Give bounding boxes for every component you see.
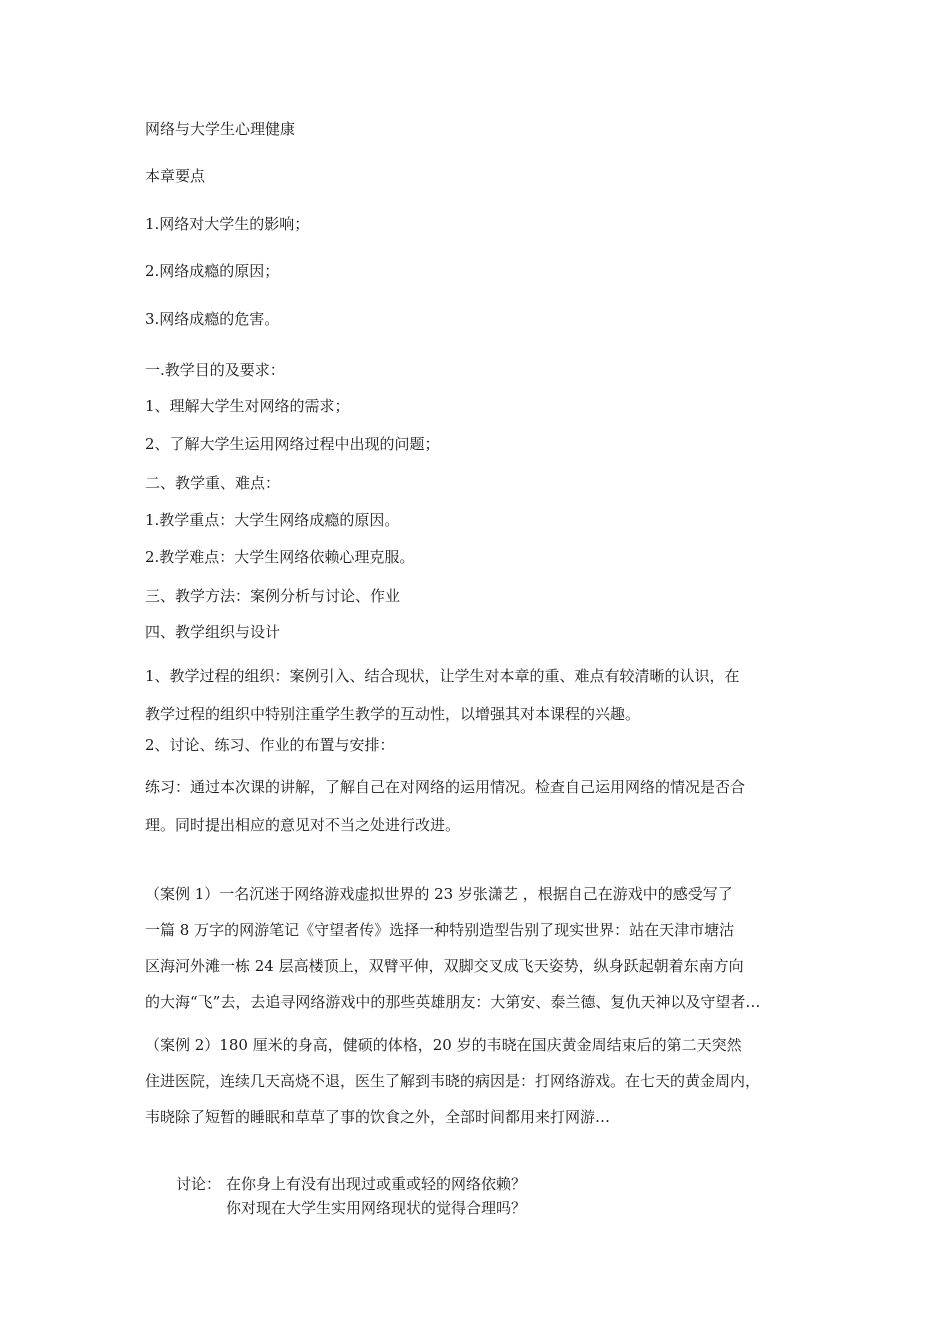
paragraph-line: 1、教学过程的组织：案例引入、结合现状，让学生对本章的重、难点有较清晰的认识，在 — [145, 667, 740, 685]
section-item: 1、理解大学生对网络的需求； — [145, 397, 350, 415]
discussion-label: 讨论： — [176, 1175, 222, 1193]
case-line: （案例 1）一名沉迷于网络游戏虚拟世界的 23 岁张潇艺 ，根据自己在游戏中的感受写了 — [145, 885, 733, 903]
key-point: 1.网络对大学生的影响； — [145, 215, 310, 233]
case-line: 一篇 8 万字的网游笔记《守望者传》选择一种特别造型告别了现实世界：站在天津市塘沽 — [145, 921, 735, 939]
case-line: （案例 2）180 厘米的身高，健硕的体格，20 岁的韦晓在国庆黄金周结束后的第二天突然 — [145, 1036, 742, 1054]
case-1 — [145, 876, 810, 1020]
chapter-heading: 本章要点 — [145, 167, 206, 185]
section-item: 2.教学难点：大学生网络依赖心理克服。 — [145, 548, 415, 566]
section-item: 1.教学重点：大学生网络成瘾的原因。 — [145, 511, 400, 529]
paragraph-line: 练习：通过本次课的讲解，了解自己在对网络的运用情况。检查自己运用网络的情况是否合 — [145, 778, 746, 796]
key-point: 3.网络成瘾的危害。 — [145, 310, 280, 328]
discussion-question: 你对现在大学生实用网络现状的觉得合理吗？ — [226, 1199, 527, 1217]
case-line: 区海河外滩一栋 24 层高楼顶上，双臂平伸，双脚交叉成飞天姿势，纵身跃起朝着东南方向 — [145, 957, 744, 975]
section-item: 2、讨论、练习、作业的布置与安排： — [145, 736, 395, 754]
case-line: 的大海“飞”去，去追寻网络游戏中的那些英雄朋友：大第安、泰兰德、复仇天神以及守望者… — [145, 993, 761, 1011]
paragraph-line: 理。同时提出相应的意见对不当之处进行改进。 — [145, 816, 461, 834]
paragraph-line: 教学过程的组织中特别注重学生教学的互动性，以增强其对本课程的兴趣。 — [145, 705, 641, 723]
section-heading: 三、教学方法：案例分析与讨论、作业 — [145, 587, 401, 605]
section-heading: 四、教学组织与设计 — [145, 623, 281, 641]
paragraph-organization — [145, 657, 810, 733]
document-title: 网络与大学生心理健康 — [145, 120, 296, 138]
section-heading: 二、教学重、难点： — [145, 474, 281, 492]
paragraph-exercise — [145, 768, 810, 844]
case-line: 韦晓除了短暂的睡眠和草草了事的饮食之外，全部时间都用来打网游… — [145, 1108, 611, 1126]
section-item: 2、了解大学生运用网络过程中出现的问题； — [145, 435, 440, 453]
discussion-question: 在你身上有没有出现过或重或轻的网络依赖？ — [226, 1175, 527, 1193]
section-heading: 一.教学目的及要求： — [145, 361, 285, 379]
case-2 — [145, 1027, 810, 1135]
case-line: 住进医院，连续几天高烧不退，医生了解到韦晓的病因是：打网络游戏。在七天的黄金周内， — [145, 1072, 761, 1090]
key-point: 2.网络成瘾的原因； — [145, 262, 280, 280]
